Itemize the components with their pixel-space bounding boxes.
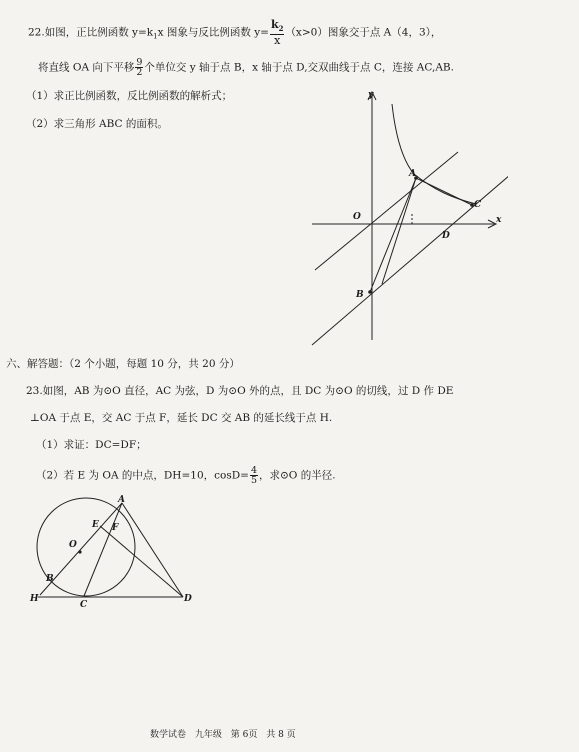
center-o-dot <box>78 550 81 553</box>
label-y: y <box>368 90 374 100</box>
q22-line-2 <box>38 58 454 77</box>
label-d: D <box>442 231 450 241</box>
frac-k-denominator: x <box>274 34 281 48</box>
label-b2: B <box>46 574 54 584</box>
label-a: A <box>409 169 416 179</box>
footer-grade: 九年级 <box>194 730 222 740</box>
label-f: F <box>112 523 119 533</box>
line-de <box>100 526 183 597</box>
k2-over-x-fraction <box>270 19 285 46</box>
q23-text-2b: ，求⊙O 的半径. <box>258 469 336 482</box>
section-6-heading: 六、解答题：（2 个小题，每题 10 分，共 20 分） <box>6 358 240 370</box>
q22-text-1a: 22.如图，正比例函数 y=k <box>28 26 154 39</box>
four-fifths-fraction <box>250 466 258 485</box>
frac-9-numerator: 9 <box>136 57 143 68</box>
q22-text-1c: （x>0）图象交于点 A（4，3）， <box>285 26 442 39</box>
q23-part-2 <box>36 466 336 485</box>
q23-line-1: 23.如图，AB 为⊙O 直径，AC 为弦，D 为⊙O 外的点，且 DC 为⊙O 的切线，过 D 作 DE <box>26 385 454 397</box>
q22-line-1 <box>28 19 441 46</box>
q22-text-1b: x 图象与反比例函数 y= <box>157 26 269 39</box>
q22-text-2a: 将直线 OA 向下平移 <box>38 61 135 74</box>
q22-text-2b: 个单位交 y 轴于点 B，x 轴于点 D,交双曲线于点 C，连接 AC,AB. <box>144 61 454 74</box>
label-a2: A <box>118 495 125 505</box>
chord-ac <box>84 503 122 596</box>
q22-part-1: （1）求正比例函数，反比例函数的解析式； <box>26 90 233 102</box>
label-c2: C <box>80 600 88 608</box>
frac-k-subscript: 2 <box>278 24 284 34</box>
footer-page: 第 6页 <box>230 730 258 740</box>
label-x: x <box>496 215 502 225</box>
footer-total: 共 8 页 <box>266 730 296 740</box>
frac-k-numerator: k <box>270 18 279 31</box>
frac-5-denominator: 5 <box>250 475 257 486</box>
nine-halves-fraction <box>135 58 143 77</box>
label-e: E <box>92 520 99 530</box>
q22-part-2: （2）求三角形 ABC 的面积。 <box>26 118 168 130</box>
footer-subject: 数学试卷 <box>150 730 187 740</box>
segment-inner <box>382 178 416 284</box>
label-c: C <box>474 200 482 210</box>
label-o2: O <box>69 540 77 550</box>
point-b <box>368 290 372 294</box>
label-b: B <box>356 290 364 300</box>
q23-line-2: ⊥OA 于点 E，交 AC 于点 F，延长 DC 交 AB 的延长线于点 H. <box>30 412 333 424</box>
label-h: H <box>30 594 39 604</box>
q23-circle-figure <box>28 490 198 608</box>
segment-ac <box>416 178 472 205</box>
q23-part-1: （1）求证：DC=DF； <box>36 439 147 451</box>
hyperbola-curve <box>392 104 476 204</box>
q22-coordinate-figure <box>308 88 508 348</box>
q22-sub-1: 1 <box>153 32 158 41</box>
label-d2: D <box>184 594 192 604</box>
segment-ad <box>122 503 183 597</box>
frac-9-denominator: 2 <box>136 67 143 78</box>
label-o: O <box>353 212 361 222</box>
q23-text-2a: （2）若 E 为 OA 的中点，DH=10，cosD= <box>36 469 249 482</box>
frac-4-numerator: 4 <box>250 465 257 476</box>
page-footer <box>150 727 302 740</box>
